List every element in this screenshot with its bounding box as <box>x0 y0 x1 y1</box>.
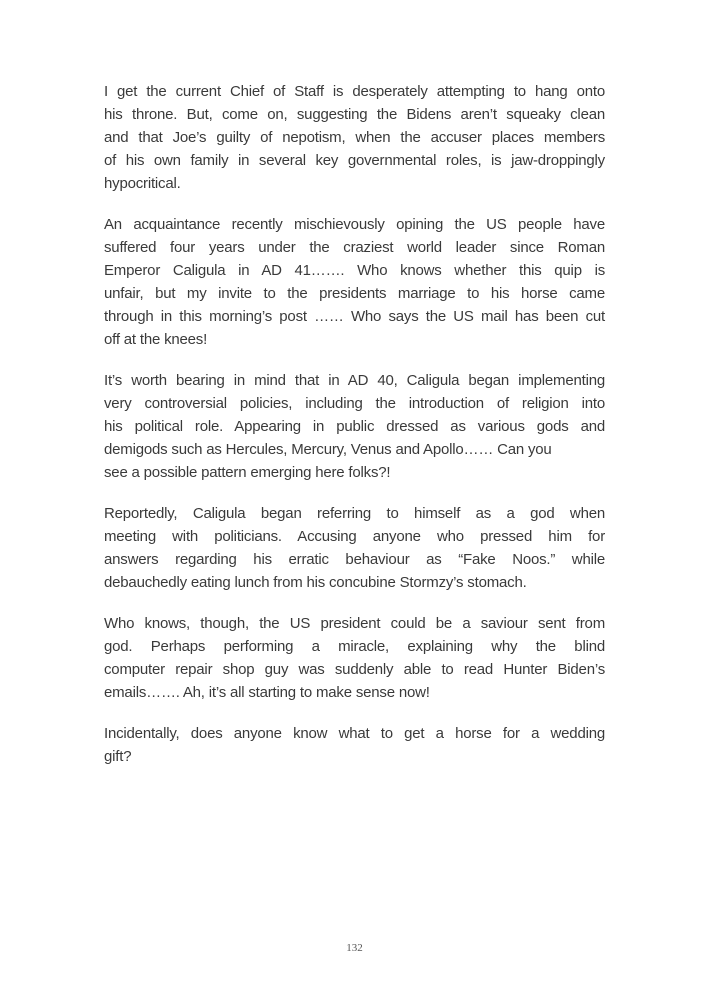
text-line: off at the knees! <box>104 331 208 348</box>
text-line: It’s worth bearing in mind that in AD 40, Caligula began implementing <box>104 372 605 389</box>
text-line: very controversial policies, including the introduction of religion into <box>104 395 605 412</box>
text-line: meeting with politicians. Accusing anyone who pressed him for <box>104 528 605 545</box>
text-line: see a possible pattern emerging here folks?! <box>104 464 391 481</box>
paragraph <box>104 369 605 484</box>
paragraph <box>104 80 605 195</box>
body-text <box>104 80 605 786</box>
text-line: suffered four years under the craziest world leader since Roman <box>104 239 605 256</box>
paragraph <box>104 502 605 594</box>
text-line: god. Perhaps performing a miracle, explaining why the blind <box>104 638 605 655</box>
text-line: through in this morning’s post …… Who says the US mail has been cut <box>104 308 605 325</box>
text-line: I get the current Chief of Staff is desperately attempting to hang onto <box>104 83 605 100</box>
text-line: gift? <box>104 748 132 765</box>
text-line: answers regarding his erratic behaviour as “Fake Noos.” while <box>104 551 605 568</box>
text-line: his political role. Appearing in public dressed as various gods and <box>104 418 605 435</box>
text-line: Emperor Caligula in AD 41……. Who knows whether this quip is <box>104 262 605 279</box>
text-line: unfair, but my invite to the presidents marriage to his horse came <box>104 285 605 302</box>
paragraph <box>104 722 605 768</box>
text-line: Reportedly, Caligula began referring to himself as a god when <box>104 505 605 522</box>
text-line: his throne. But, come on, suggesting the Bidens aren’t squeaky clean <box>104 106 605 123</box>
page-number: 132 <box>346 942 363 954</box>
text-line: An acquaintance recently mischievously opining the US people have <box>104 216 605 233</box>
paragraph <box>104 612 605 704</box>
text-line: debauchedly eating lunch from his concubine Stormzy’s stomach. <box>104 574 527 591</box>
text-line: Who knows, though, the US president could be a saviour sent from <box>104 615 605 632</box>
text-line: of his own family in several key governmental roles, is jaw-droppingly <box>104 152 605 169</box>
text-line: Incidentally, does anyone know what to get a horse for a wedding <box>104 725 605 742</box>
text-line: demigods such as Hercules, Mercury, Venus and Apollo…… Can you <box>104 441 552 458</box>
text-line: hypocritical. <box>104 175 181 192</box>
text-line: emails……. Ah, it’s all starting to make sense now! <box>104 684 430 701</box>
text-line: and that Joe’s guilty of nepotism, when the accuser places members <box>104 129 605 146</box>
paragraph <box>104 213 605 351</box>
text-line: computer repair shop guy was suddenly able to read Hunter Biden’s <box>104 661 605 678</box>
